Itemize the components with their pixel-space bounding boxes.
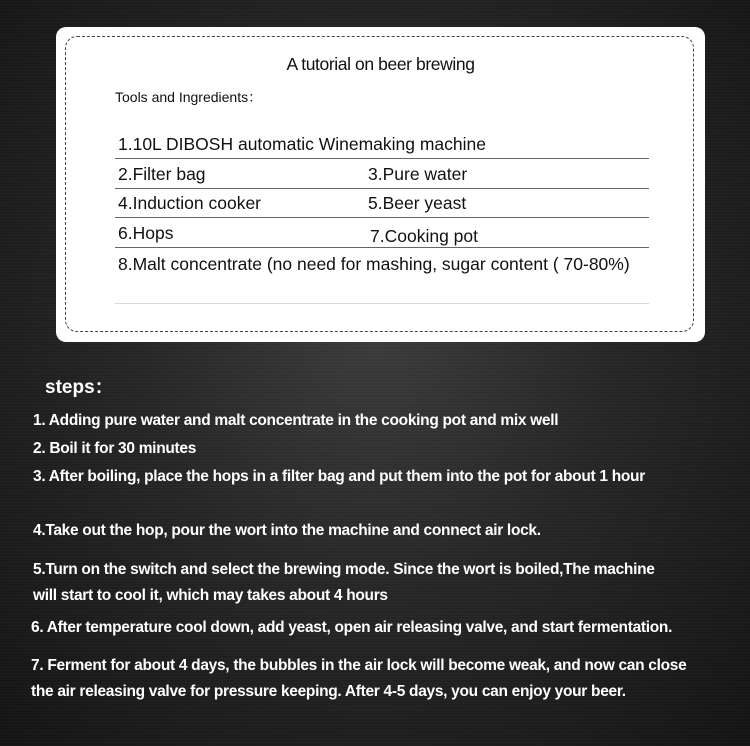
ingredient-item: 1.10L DIBOSH automatic Winemaking machine [118,134,486,154]
ingredient-item: 5.Beer yeast [368,193,467,213]
ingredient-item: 7.Cooking pot [370,226,478,246]
ingredient-row [115,248,649,278]
ingredient-row [115,187,649,218]
tutorial-card [56,27,705,342]
ingredient-row [115,158,649,189]
ingredient-item: 6.Hops [118,223,174,243]
step-line: 5.Turn on the switch and select the brewing mode. Since the wort is boiled,The machine [33,561,655,578]
step-line: 4.Take out the hop, pour the wort into the machine and connect air lock. [33,522,541,539]
ingredient-row [115,128,649,159]
step-line: 6. After temperature cool down, add yeast, open air releasing valve, and start fermentation. [31,619,673,636]
tools-label: Tools and Ingredients： [115,89,263,105]
card-title: A tutorial on beer brewing [286,54,475,74]
step-line: will start to cool it, which may takes about 4 hours [33,587,388,604]
ingredient-item: 8.Malt concentrate (no need for mashing, sugar content ( 70-80%) [118,254,630,274]
step-line: 1. Adding pure water and malt concentrate in the cooking pot and mix well [33,412,559,429]
step-line: the air releasing valve for pressure keeping. After 4-5 days, you can enjoy your beer. [31,683,626,700]
step-line: 7. Ferment for about 4 days, the bubbles in the air lock will become weak, and now can close [31,657,687,674]
steps-title: steps： [45,377,114,398]
ingredient-item: 3.Pure water [368,164,468,184]
ingredient-item: 4.Induction cooker [118,193,262,213]
step-line: 2. Boil it for 30 minutes [33,440,197,457]
ingredient-item: 2.Filter bag [118,164,206,184]
step-line: 3. After boiling, place the hops in a filter bag and put them into the pot for about 1 hour [33,468,645,485]
ingredient-row [115,217,649,248]
table-divider [115,303,649,304]
